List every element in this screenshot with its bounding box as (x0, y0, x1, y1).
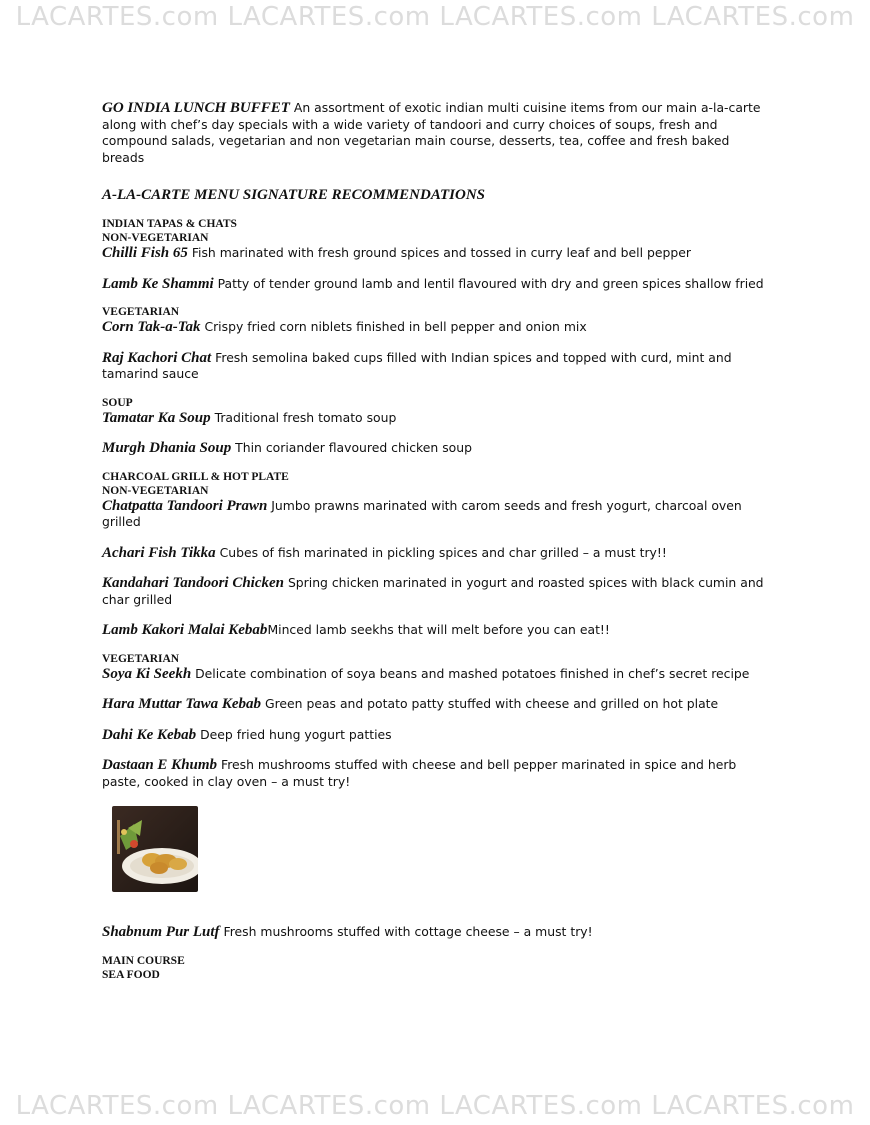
menu-item (102, 622, 770, 639)
menu-item (102, 757, 770, 790)
watermark-top: LACARTES.com LACARTES.com LACARTES.com LACARTES.com (15, 2, 855, 32)
menu-item (102, 924, 770, 941)
item-desc: Green peas and potato patty stuffed with cheese and grilled on hot plate (261, 696, 719, 711)
item-name: Dahi Ke Kebab (102, 726, 197, 743)
item-desc: Jumbo prawns marinated with carom seeds and fresh yogurt, charcoal oven grilled (102, 497, 742, 529)
item-name: Chatpatta Tandoori Prawn (102, 497, 268, 514)
item-desc: Patty of tender ground lamb and lentil flavoured with dry and green spices shallow fried (213, 275, 764, 291)
menu-item (102, 727, 770, 744)
item-desc: Spring chicken marinated in yogurt and roasted spices with black cumin and char grilled (102, 575, 764, 607)
item-desc: Fresh mushrooms stuffed with cheese and bell pepper marinated in spice and herb paste, cooked in clay oven – a must try! (102, 757, 737, 789)
item-desc: Fish marinated with fresh ground spices and tossed in curry leaf and bell pepper (187, 245, 691, 260)
item-name: Lamb Kakori Malai Kebab (102, 622, 268, 638)
menu-item (102, 350, 770, 383)
menu-item (102, 410, 770, 427)
menu-item (102, 245, 770, 262)
menu-item (102, 498, 770, 531)
item-name: Achari Fish Tikka (102, 544, 216, 561)
menu-heading: A-LA-CARTE MENU SIGNATURE RECOMMENDATIONS (102, 187, 486, 203)
menu-item (102, 696, 770, 713)
menu-item (102, 319, 770, 336)
menu-item (102, 440, 770, 457)
item-name: Hara Muttar Tawa Kebab (102, 696, 262, 712)
item-desc: Deep fried hung yogurt patties (196, 726, 392, 742)
menu-item (102, 575, 770, 608)
buffet-description: An assortment of exotic indian multi cuisine items from our main a-la-carte along with chef’s day specials with a wide variety of tandoori and curry choices of soups, fresh and compound salads, vegetarian and non vegetarian main course, desserts, tea, coffee and fresh baked breads (102, 100, 761, 165)
item-desc: Thin coriander flavoured chicken soup (231, 440, 472, 455)
subsection-nonveg: NON-VEGETARIAN (102, 484, 209, 497)
buffet-title: GO INDIA LUNCH BUFFET (102, 100, 290, 116)
section-title-grill: CHARCOAL GRILL & HOT PLATE (102, 470, 289, 483)
item-desc: Cubes of fish marinated in pickling spices and char grilled – a must try!! (215, 544, 667, 560)
menu-item (102, 666, 770, 683)
item-name: Shabnum Pur Lutf (102, 924, 220, 940)
dish-photo-image (112, 806, 198, 892)
dish-photo (112, 806, 198, 892)
subsection-veg: VEGETARIAN (102, 652, 180, 665)
menu-item (102, 276, 770, 293)
watermark-bottom: LACARTES.com LACARTES.com LACARTES.com LACARTES.com (15, 1091, 855, 1121)
buffet-intro (102, 100, 770, 166)
menu-item (102, 545, 770, 562)
item-desc: Minced lamb seekhs that will melt before you can eat!! (267, 622, 610, 637)
menu-page (102, 100, 770, 982)
item-name: Chilli Fish 65 (102, 245, 188, 261)
item-name: Tamatar Ka Soup (102, 409, 211, 426)
item-name: Soya Ki Seekh (102, 665, 192, 682)
item-name: Corn Tak-a-Tak (102, 319, 201, 335)
subsection-veg: VEGETARIAN (102, 306, 180, 318)
item-name: Dastaan E Khumb (102, 757, 218, 773)
item-name: Kandahari Tandoori Chicken (102, 575, 284, 591)
item-name: Raj Kachori Chat (102, 349, 212, 366)
item-name: Lamb Ke Shammi (102, 275, 214, 292)
subsection-nonveg: NON-VEGETARIAN (102, 232, 209, 244)
section-title-tapas: INDIAN TAPAS & CHATS (102, 218, 237, 230)
item-desc: Delicate combination of soya beans and mashed potatoes finished in chef’s secret recipe (191, 665, 750, 681)
item-desc: Traditional fresh tomato soup (210, 409, 397, 425)
section-title-soup: SOUP (102, 396, 133, 409)
subsection-sea-food: SEA FOOD (102, 968, 160, 981)
item-desc: Fresh mushrooms stuffed with cottage cheese – a must try! (219, 924, 593, 939)
item-desc: Crispy fried corn niblets finished in bell pepper and onion mix (200, 319, 587, 334)
section-title-main-course: MAIN COURSE (102, 954, 185, 967)
item-desc: Fresh semolina baked cups filled with Indian spices and topped with curd, mint and tamarind sauce (102, 349, 732, 381)
item-name: Murgh Dhania Soup (102, 440, 232, 456)
